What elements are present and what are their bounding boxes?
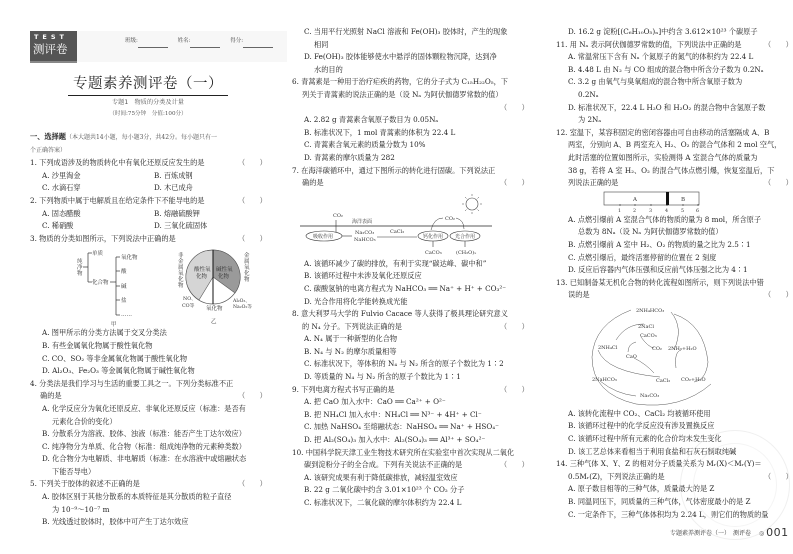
question-3 [30, 233, 266, 378]
svg-text:氧: 氧 [178, 271, 184, 278]
option-a: A. N₄ 属于一种新型的化合物 [304, 334, 398, 344]
svg-text:CaCl₂: CaCl₂ [390, 228, 405, 235]
question-10-cont [556, 26, 792, 39]
question-stem: 12. 室温下，某容积固定的密闭容器由可自由移动的活塞隔成 A、B [556, 127, 770, 137]
question-1 [30, 157, 266, 195]
option-d: D. 标准状况下，22.4 L H₂O 和 H₂O₂ 的混合物中含氢原子数 [568, 102, 766, 112]
svg-text:物: 物 [77, 271, 83, 278]
answer-blank[interactable]: （ ） [500, 321, 529, 331]
svg-text:酸性氧: 酸性氧 [194, 267, 211, 274]
column-1-content [30, 131, 266, 529]
option-d: D. 该工艺总体来看相当于利用食盐和石灰石制取纯碱 [568, 446, 737, 456]
svg-text:光合作用: 光合作用 [455, 233, 476, 240]
option-d: D. 木已成舟 [154, 183, 193, 193]
question-stem-cont: 误的是 [568, 290, 590, 300]
page-title: 专题素养测评卷（一） [68, 76, 228, 96]
header-bar [30, 31, 256, 62]
name-label: 姓名: [177, 38, 191, 44]
answer-blank[interactable]: （ ） [238, 195, 267, 205]
student-info-fields [125, 35, 281, 48]
svg-text:属: 属 [244, 259, 250, 266]
class-label: 班级: [125, 38, 138, 44]
question-2 [30, 195, 266, 233]
option-a: A. 该转化流程中 CO₂、CaCl₂ 均被循环使用 [568, 408, 711, 418]
svg-text:甲: 甲 [111, 322, 117, 328]
logo-top-text: TEST [34, 33, 68, 41]
question-11 [556, 39, 792, 127]
question-13 [556, 277, 792, 459]
svg-text:B: B [681, 196, 686, 203]
option-d: D. 反应后容器内气体压强和反应前气体压强之比为 4∶1 [568, 265, 748, 275]
option-c-cont: 0.2Nₐ [578, 89, 599, 99]
option-a-cont: 元素化合价的变化） [52, 416, 117, 426]
score-blank[interactable] [243, 42, 273, 48]
question-stem-cont: 列说法正确的是 [568, 178, 619, 188]
svg-text:6: 6 [696, 208, 700, 214]
option-d: D. Al₂O₃、Fe₂O₃ 等金属氧化物属于碱性氧化物 [42, 366, 195, 376]
option-d-cont: 下能否导电） [52, 466, 96, 476]
answer-blank[interactable]: （ ） [238, 391, 267, 401]
question-7 [292, 165, 528, 309]
svg-text:2NaCl: 2NaCl [638, 323, 654, 330]
svg-text:属: 属 [178, 265, 184, 272]
svg-text:CaCl₂: CaCl₂ [656, 377, 671, 384]
option-c: C. 一定条件下，三种气体体积均为 2.24 L，则它们的物质的量 [568, 509, 769, 519]
section-header [30, 131, 266, 145]
option-b: B. 该循环过程中未涉及氧化还原反应 [304, 271, 422, 281]
answer-blank[interactable]: （ ） [500, 178, 529, 188]
svg-text:海洋表面: 海洋表面 [352, 218, 373, 225]
svg-text:化: 化 [244, 271, 250, 278]
option-c-cont: 相同 [314, 39, 329, 49]
option-d: D. 等质量的 N₄ 与 N₂ 所含的原子个数比为 1∶1 [304, 372, 461, 382]
page-subtitle: 专题1 物质的分类及计量 [112, 99, 184, 106]
class-field[interactable] [125, 38, 168, 44]
question-stem-cont: 碳到淀粉分子的全合成。下列有关说法不正确的是 [304, 460, 463, 470]
name-field[interactable] [178, 38, 221, 44]
question-stem: 2. 下列物质中属于电解质且在给定条件下不能导电的是 [30, 195, 205, 205]
option-b: B. 标准状况下，1 mol 青蒿素的体积为 22.4 L [304, 127, 456, 137]
footer-page-icon: ◎ [758, 530, 765, 537]
question-stem: 9. 下列电离方程式书写正确的是 [292, 384, 395, 394]
svg-text:Al₂O₃、: Al₂O₃、 [233, 299, 250, 305]
option-b: B. 该循环过程中的化学反应没有涉及置换反应 [568, 421, 715, 431]
question-stem-cont: 0.5Mᵣ(Z)，下列说法正确的是 [568, 471, 665, 481]
svg-text:钙化作用: 钙化作用 [423, 233, 444, 240]
question-stem-cont: 确的是 [40, 391, 62, 401]
logo-bottom-text: 测评卷 [33, 42, 68, 56]
svg-text:化物: 化物 [196, 274, 208, 281]
ocean-carbon-diagram [292, 190, 528, 258]
svg-text:2NH₃+H₂O: 2NH₃+H₂O [668, 345, 697, 352]
option-c: C. CO、SO₂ 等非金属氧化物属于酸性氧化物 [42, 353, 188, 363]
svg-text:金: 金 [244, 253, 250, 260]
section-note: （本大题共14小题，每小题3分，共42分。每小题只有一 [65, 134, 218, 141]
svg-text:CaCO₃: CaCO₃ [640, 332, 657, 339]
option-d: D. 16.2 g 淀粉[(C₆H₁₀O₅)ₙ]中约含 3.612×10²³ 个碳原子 [568, 27, 758, 36]
svg-text:氧化物: 氧化物 [121, 255, 138, 262]
class-blank[interactable] [138, 42, 168, 48]
option-b: B. 熔融硫酸钾 [154, 208, 200, 218]
option-d-cont: 为 2Nₐ [578, 115, 602, 125]
page-number: 001 [766, 526, 789, 539]
option-b: B. 4.48 L 由 N₂ 与 CO 组成的混合物中所含分子数为 0.2Nₐ [568, 64, 764, 74]
section-note-cont: 个正确答案） [30, 146, 67, 154]
watermark-inner [693, 443, 777, 527]
soda-process-figure [556, 302, 792, 408]
option-a: A. 常温常压下含有 Nₐ 个氮原子的氮气的体积约为 22.4 L [568, 52, 754, 62]
question-stem-cont: 的 N₄ 分子。下列说法正确的是 [302, 321, 402, 331]
watermark-stamp [680, 430, 793, 540]
classification-figure [30, 245, 266, 327]
svg-text:CO₂+H₂O: CO₂+H₂O [681, 376, 706, 383]
score-field[interactable] [230, 38, 273, 44]
answer-blank[interactable]: （ ） [238, 479, 267, 489]
column-1 [30, 0, 266, 554]
question-stem: 1. 下列成语涉及的物质转化中有氧化还原反应发生的是 [30, 158, 205, 168]
question-12 [556, 127, 792, 277]
option-d-cont: 水的目的 [314, 64, 343, 74]
question-stem: 8. 意大利罗马大学的 Fulvio Cacace 等人获得了极具理论研究意义 [292, 309, 508, 319]
svg-text:化合物: 化合物 [92, 280, 109, 287]
question-stem-cont: 此时活塞的位置如图所示，实验测得 A 室混合气体的质量为 [568, 152, 758, 162]
option-c: C. 青蒿素含氧元素的质量分数为 10% [304, 140, 426, 150]
option-a: A. 点燃引爆前 A 室混合气体的物质的量为 8 mol，所含原子 [568, 214, 762, 224]
question-stem: 4. 分类法是我们学习与生活的重要工具之一。下列分类标准不正 [30, 378, 234, 388]
svg-text:化物: 化物 [218, 274, 230, 281]
logo-underline [30, 61, 77, 63]
option-a: A. 把 CaO 加入水中：CaO ══ Ca²⁺ + O²⁻ [304, 397, 446, 407]
option-a: A. 沙里淘金 [42, 170, 81, 180]
option-a: A. 化学反应分为氧化还原反应、非氧化还原反应（标准：是否有 [42, 403, 246, 413]
option-a: A. 该循环减少了碳的排放，有利于实现“碳达峰、碳中和” [304, 258, 487, 268]
option-c: C. 加热 NaHSO₄ 至熔融状态：NaHSO₄ ══ Na⁺ + HSO₄⁻ [304, 422, 499, 432]
piston-diagram [556, 190, 792, 214]
question-4 [30, 378, 266, 479]
option-c: C. 碳酸氢钠的电离方程式为 NaHCO₃ ══ Na⁺ + H⁺ + CO₃²⁻ [304, 283, 507, 293]
question-stem: 14. 三种气体 X、Y、Z 的相对分子质量关系为 Mᵣ(X)＜Mᵣ(Y)＝ [556, 459, 762, 469]
svg-text:金: 金 [178, 259, 184, 266]
option-b: B. 光线透过胶体时，胶体中可产生丁达尔效应 [42, 517, 189, 527]
classification-diagram [30, 245, 266, 327]
question-stem-cont: 确的是 [302, 178, 324, 188]
answer-blank[interactable]: （ ） [500, 460, 529, 470]
question-stem-cont: 38 g，若将 A 室 H₂、O₂ 的混合气体点燃引爆，恢复室温后，下 [568, 165, 775, 175]
ocean-carbon-figure [292, 190, 528, 258]
svg-text:碱性氧: 碱性氧 [216, 267, 233, 274]
test-logo [30, 31, 77, 62]
svg-text:纯: 纯 [77, 259, 83, 266]
svg-text:4: 4 [665, 208, 669, 214]
option-c: C. 点燃引爆后，最终活塞停留的位置在 2 刻度 [568, 252, 717, 262]
svg-text:吸收作用: 吸收作用 [313, 233, 334, 240]
option-c: C. 该循环过程中所有元素的化合价均未发生变化 [568, 434, 722, 444]
answer-blank[interactable]: （ ） [238, 233, 267, 243]
option-d: D. Fe(OH)₃ 胶体能够使水中悬浮的固体颗粒物沉降，达到净 [304, 52, 497, 62]
svg-text:Na₂CO₃: Na₂CO₃ [355, 229, 375, 236]
option-d: D. 化合物分为电解质、非电解质（标准：在水溶液中或熔融状态 [42, 454, 247, 464]
question-stem: 6. 青蒿素是一种用于治疗疟疾的药物，它的分子式为 C₁₅H₂₂O₅，下 [292, 77, 508, 87]
question-10 [292, 447, 528, 510]
option-d: D. 光合作用将化学能转换成光能 [304, 296, 408, 306]
option-a: A. 图甲所示的分类方法属于交叉分类法 [42, 328, 167, 338]
option-b: B. 点燃引爆前 A 室中 H₂、O₂ 的物质的量之比为 2.5∶1 [568, 239, 751, 249]
answer-blank[interactable]: （ ） [238, 158, 267, 168]
option-c: C. 标准状况下，等体积的 N₄ 与 N₂ 所含的原子个数比为 1∶2 [304, 359, 504, 369]
option-c: C. 纯净物分为单质、化合物（标准：组成纯净物的元素种类数） [42, 441, 246, 451]
option-b: B. 同温同压下，同质量的三种气体，气体密度最小的是 Z [568, 497, 751, 507]
svg-text:CaO: CaO [626, 353, 637, 360]
svg-text:Na₂O₂等: Na₂O₂等 [233, 305, 252, 311]
svg-text:净: 净 [77, 265, 83, 272]
question-stem: 13. 已知制备某无机化合物的转化流程如图所示，则下列说法中错 [556, 277, 764, 287]
svg-text:物: 物 [244, 277, 250, 284]
svg-text:氧: 氧 [244, 265, 250, 272]
question-stem: 11. 用 Nₐ 表示阿伏伽德罗常数的值，下列说法中正确的是 [556, 39, 742, 49]
svg-text:Na₂CO₃: Na₂CO₃ [640, 392, 660, 399]
svg-text:A: A [633, 196, 637, 203]
option-d: D. 三氧化硫固体 [154, 221, 208, 231]
question-stem: 7. 在海洋碳循环中，通过下图所示的转化进行固碳。下列说法正 [292, 165, 496, 175]
svg-text:2NH₄HCO₃: 2NH₄HCO₃ [636, 307, 665, 314]
answer-blank[interactable]: （ ） [764, 178, 793, 188]
option-a: A. 该研究成果有利于降低碳排放，减轻温室效应 [304, 472, 458, 482]
question-9 [292, 384, 528, 447]
question-stem: 5. 下列关于胶体的叙述不正确的是 [30, 479, 140, 489]
svg-text:NO、: NO、 [183, 297, 196, 303]
svg-text:CO₂: CO₂ [445, 215, 455, 222]
question-5-cont [292, 26, 528, 76]
column-2 [292, 0, 528, 554]
option-b: B. 把 NH₄Cl 加入水中：NH₄Cl ══ N³⁻ + 4H⁺ + Cl⁻ [304, 409, 482, 419]
svg-text:物: 物 [178, 283, 184, 290]
option-c: C. 水滴石穿 [42, 183, 81, 193]
option-c: C. 当用平行光照射 NaCl 溶液和 Fe(OH)₃ 胶体时，产生的现象 [304, 27, 508, 36]
svg-text:1: 1 [618, 208, 622, 214]
svg-text:碱: 碱 [121, 284, 127, 291]
option-a: A. 原子数目相等的三种气体，质量最大的是 Z [568, 484, 715, 494]
svg-text:3: 3 [649, 208, 653, 214]
svg-text:CaCO₃: CaCO₃ [425, 249, 442, 256]
question-stem: 10. 中国科学院天津工业生物技术研究所在实验室中首次实现从二氧化 [292, 447, 515, 457]
option-a-cont: 为 10⁻⁹～10⁻⁷ m [52, 504, 110, 514]
question-stem: 3. 物质的分类如图所示，下列说法中正确的是 [30, 233, 176, 243]
option-b: B. N₄ 与 N₂ 的摩尔质量相等 [304, 346, 397, 356]
piston-container-figure [556, 190, 792, 214]
option-a-cont: 总数为 8Nₐ（设 Nₐ 为阿伏伽德罗常数的值） [578, 227, 723, 237]
question-5 [30, 478, 266, 528]
svg-text:CO₂: CO₂ [652, 345, 662, 352]
svg-text:5: 5 [681, 208, 685, 214]
svg-text:酸: 酸 [121, 269, 127, 276]
soda-cycle-diagram [556, 302, 792, 408]
option-b: B. 百炼成钢 [154, 170, 193, 180]
option-b: B. 分散系分为溶液、胶体、浊液（标准：能否产生丁达尔效应） [42, 429, 246, 439]
svg-text:CO₂: CO₂ [333, 212, 343, 219]
score-label: 得分: [230, 38, 244, 44]
answer-blank[interactable]: （ ） [764, 290, 793, 300]
question-stem-cont: 两室，分别向 A、B 两室充入 H₂、O₂ 的混合气体和 2 mol 空气， [568, 140, 782, 150]
time-score-info: （时间:75分钟 分值:100分） [109, 111, 187, 117]
option-a: A. 2.82 g 青蒿素含氧原子数目为 0.05Nₐ [304, 115, 439, 125]
column-2-content [292, 26, 528, 510]
svg-text:化: 化 [178, 277, 184, 284]
option-b: B. 有些金属氧化物属于酸性氧化物 [42, 340, 153, 350]
answer-blank[interactable]: （ ） [764, 39, 793, 49]
option-c: C. 稀硝酸 [42, 221, 74, 231]
svg-text:氧化物: 氧化物 [206, 306, 223, 313]
svg-text:2NaHCO₃: 2NaHCO₃ [592, 376, 617, 383]
option-d: D. 把 Al₂(SO₄)₃ 加入水中：Al₂(SO₄)₃ ══ Al³⁺ + SO₄²⁻ [304, 435, 486, 445]
svg-text:单质: 单质 [92, 251, 104, 258]
svg-text:2: 2 [633, 208, 637, 214]
svg-text:……: …… [121, 312, 132, 319]
answer-blank[interactable]: （ ） [500, 384, 529, 394]
option-c: C. 标准状况下，二氧化碳的摩尔体积约为 22.4 L [304, 498, 462, 507]
question-6 [292, 76, 528, 164]
option-a: A. 固态醋酸 [42, 208, 81, 218]
svg-text:2NH₄Cl: 2NH₄Cl [598, 344, 618, 351]
svg-text:乙: 乙 [211, 319, 217, 326]
option-c: C. 3.2 g 由氧气与臭氧组成的混合物中所含氧原子数为 [568, 77, 743, 87]
answer-blank[interactable]: （ ） [500, 102, 529, 112]
option-d: D. 青蒿素的摩尔质量为 282 [304, 152, 395, 162]
name-blank[interactable] [190, 42, 220, 48]
svg-text:NaHCO₃: NaHCO₃ [354, 236, 376, 243]
answer-blank[interactable]: （ ） [764, 471, 793, 481]
section-title: 一、选择题 [30, 132, 66, 141]
option-a: A. 胶体区别于其他分散系的本质特征是其分散质的粒子直径 [42, 492, 232, 502]
question-stem-cont: 列关于青蒿素的说法正确的是（设 Nₐ 为阿伏伽德罗常数的值） [302, 89, 503, 99]
svg-text:CO等: CO等 [182, 304, 195, 310]
svg-text:(CH₂O)ₓ: (CH₂O)ₓ [456, 249, 477, 256]
option-b: B. 22 g 二氧化碳中约含 3.01×10²³ 个 CO₂ 分子 [304, 485, 465, 495]
svg-text:非: 非 [178, 253, 184, 260]
footer-label: 专题素养测评卷（一） 测评卷 [670, 530, 752, 537]
svg-text:盐: 盐 [121, 298, 127, 305]
question-8 [292, 308, 528, 384]
